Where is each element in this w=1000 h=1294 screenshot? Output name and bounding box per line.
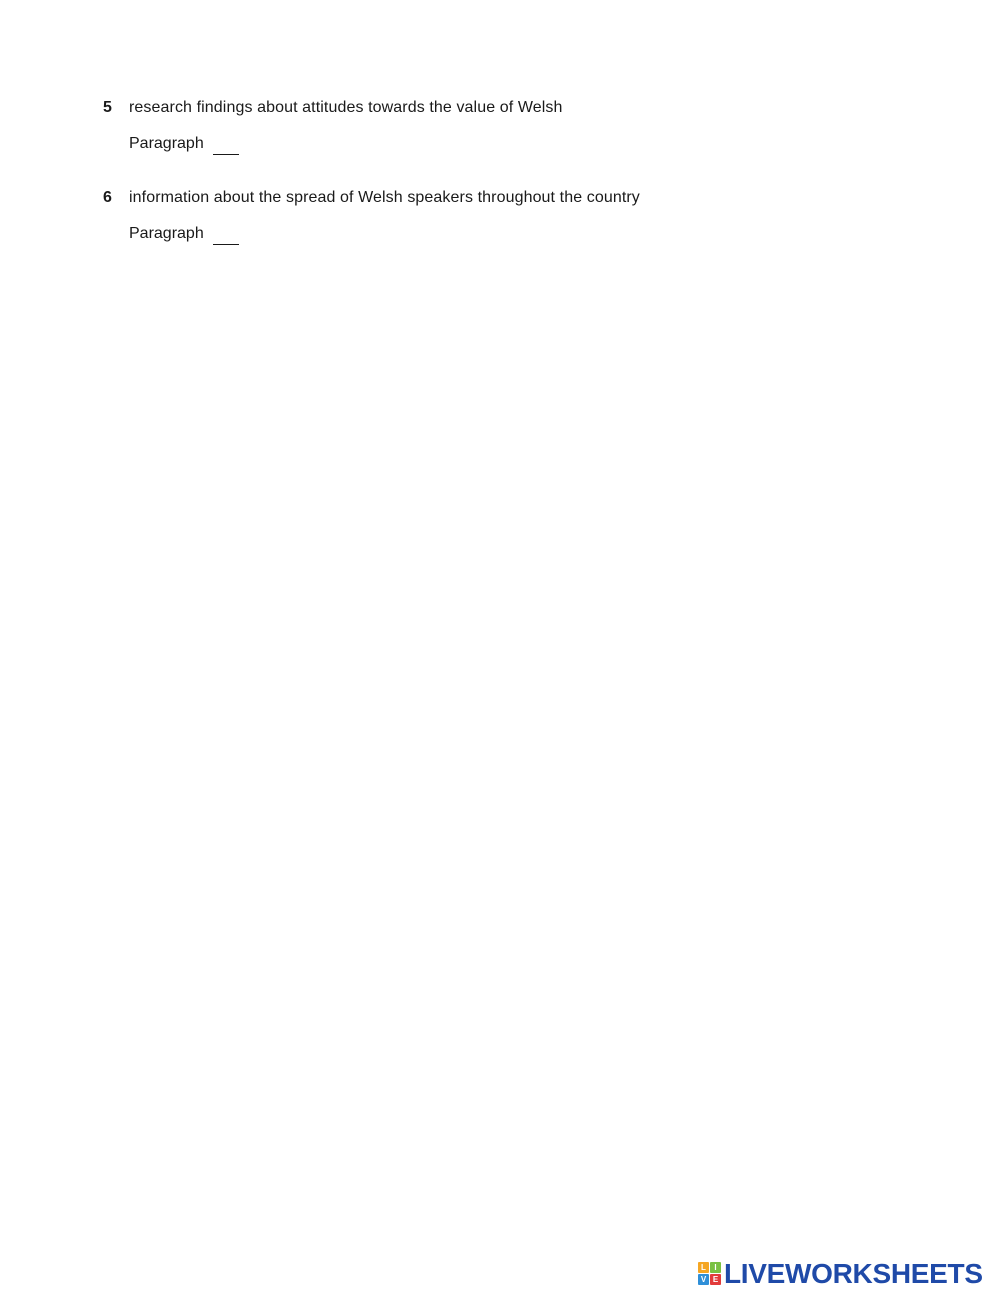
question-number: 5 — [103, 99, 112, 116]
question-text: research findings about attitudes towards the value of Welsh — [129, 99, 563, 116]
question-number: 6 — [103, 189, 112, 206]
logo-block: V — [698, 1274, 709, 1285]
logo-block: L — [698, 1262, 709, 1273]
logo-block: I — [710, 1262, 721, 1273]
question-text: information about the spread of Welsh speakers throughout the country — [129, 189, 640, 206]
logo-blocks-icon — [698, 1262, 722, 1286]
answer-row — [129, 222, 239, 246]
liveworksheets-logo — [698, 1260, 983, 1288]
paragraph-answer-input[interactable] — [213, 228, 239, 245]
logo-block: E — [710, 1274, 721, 1285]
paragraph-answer-input[interactable] — [213, 138, 239, 155]
answer-row — [129, 132, 239, 156]
answer-label: Paragraph — [129, 225, 204, 242]
answer-label: Paragraph — [129, 135, 204, 152]
logo-text: LIVEWORKSHEETS — [724, 1258, 983, 1289]
